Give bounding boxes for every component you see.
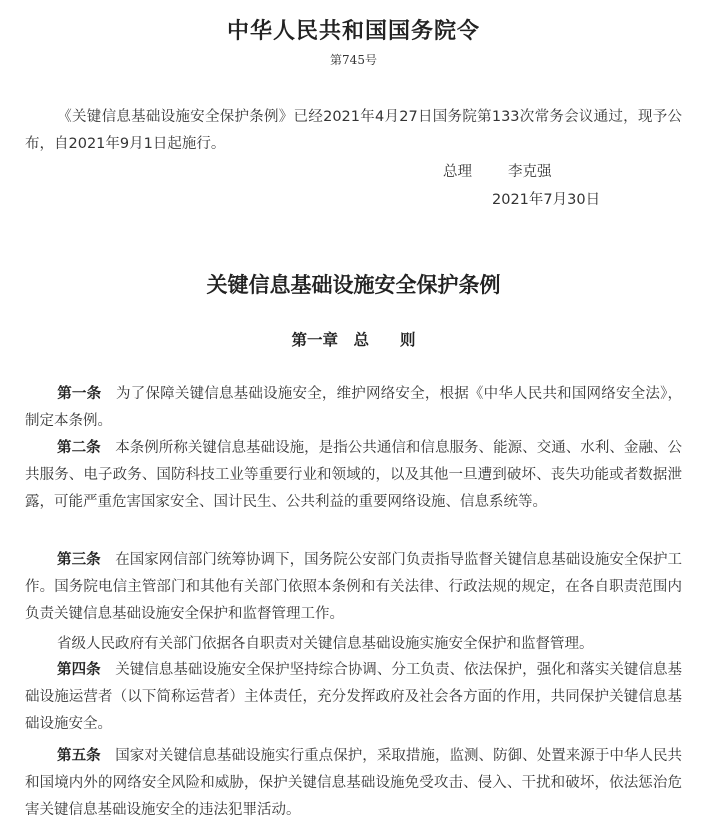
article-5 — [25, 743, 682, 824]
decree-number: 第745号 — [330, 53, 377, 67]
article-text: 为了保障关键信息基础设施安全，维护网络安全，根据《中华人民共和国网络安全法》，制定本条例。 — [25, 386, 683, 429]
chapter-heading: 第一章 总 则 — [291, 330, 416, 349]
article-text: 关键信息基础设施安全保护坚持综合协调、分工负责、依法保护，强化和落实关键信息基础设施运营者（以下简称运营者）主体责任，充分发挥政府及社会各方面的作用，共同保护关键信息基础设施安全。 — [25, 662, 683, 732]
signer-name: 李克强 — [508, 164, 552, 180]
article-4 — [25, 657, 682, 738]
decree-title: 中华人民共和国国务院令 — [226, 18, 480, 44]
article-text: 省级人民政府有关部门依据各自职责对关键信息基础设施实施安全保护和监督管理。 — [57, 636, 594, 652]
regulation-title: 关键信息基础设施安全保护条例 — [206, 272, 501, 297]
article-1 — [25, 381, 682, 435]
article-label: 第五条 — [57, 748, 101, 764]
promulgation-paragraph — [25, 104, 682, 158]
signature-date: 2021年7月30日 — [492, 192, 601, 208]
signature-line — [443, 160, 552, 184]
promulgation-text: 《关键信息基础设施安全保护条例》已经2021年4月27日国务院第133次常务会议通过，现予公布，自2021年9月1日起施行。 — [25, 109, 682, 152]
article-label: 第一条 — [57, 386, 102, 402]
article-2 — [25, 435, 682, 516]
article-label: 第四条 — [57, 662, 101, 678]
article-3-paragraph-2 — [25, 631, 682, 658]
article-text: 国家对关键信息基础设施实行重点保护，采取措施，监测、防御、处置来源于中华人民共和国境内外的网络安全风险和威胁，保护关键信息基础设施免受攻击、侵入、干扰和破坏，依法惩治危害关键信息基础设施安全的违法犯罪活动。 — [25, 748, 683, 818]
article-3 — [25, 547, 682, 628]
signer-role: 总理 — [443, 164, 472, 180]
article-text: 本条例所称关键信息基础设施，是指公共通信和信息服务、能源、交通、水利、金融、公共服务、电子政务、国防科技工业等重要行业和领域的，以及其他一旦遭到破坏、丧失功能或者数据泄露，可能严重危害国家安全、国计民生、公共利益的重要网络设施、信息系统等。 — [25, 440, 683, 510]
article-text: 在国家网信部门统筹协调下，国务院公安部门负责指导监督关键信息基础设施安全保护工作。国务院电信主管部门和其他有关部门依照本条例和有关法律、行政法规的规定，在各自职责范围内负责关键信息基础设施安全保护和监督管理工作。 — [25, 552, 683, 622]
article-label: 第二条 — [57, 440, 101, 456]
article-label: 第三条 — [57, 552, 101, 568]
